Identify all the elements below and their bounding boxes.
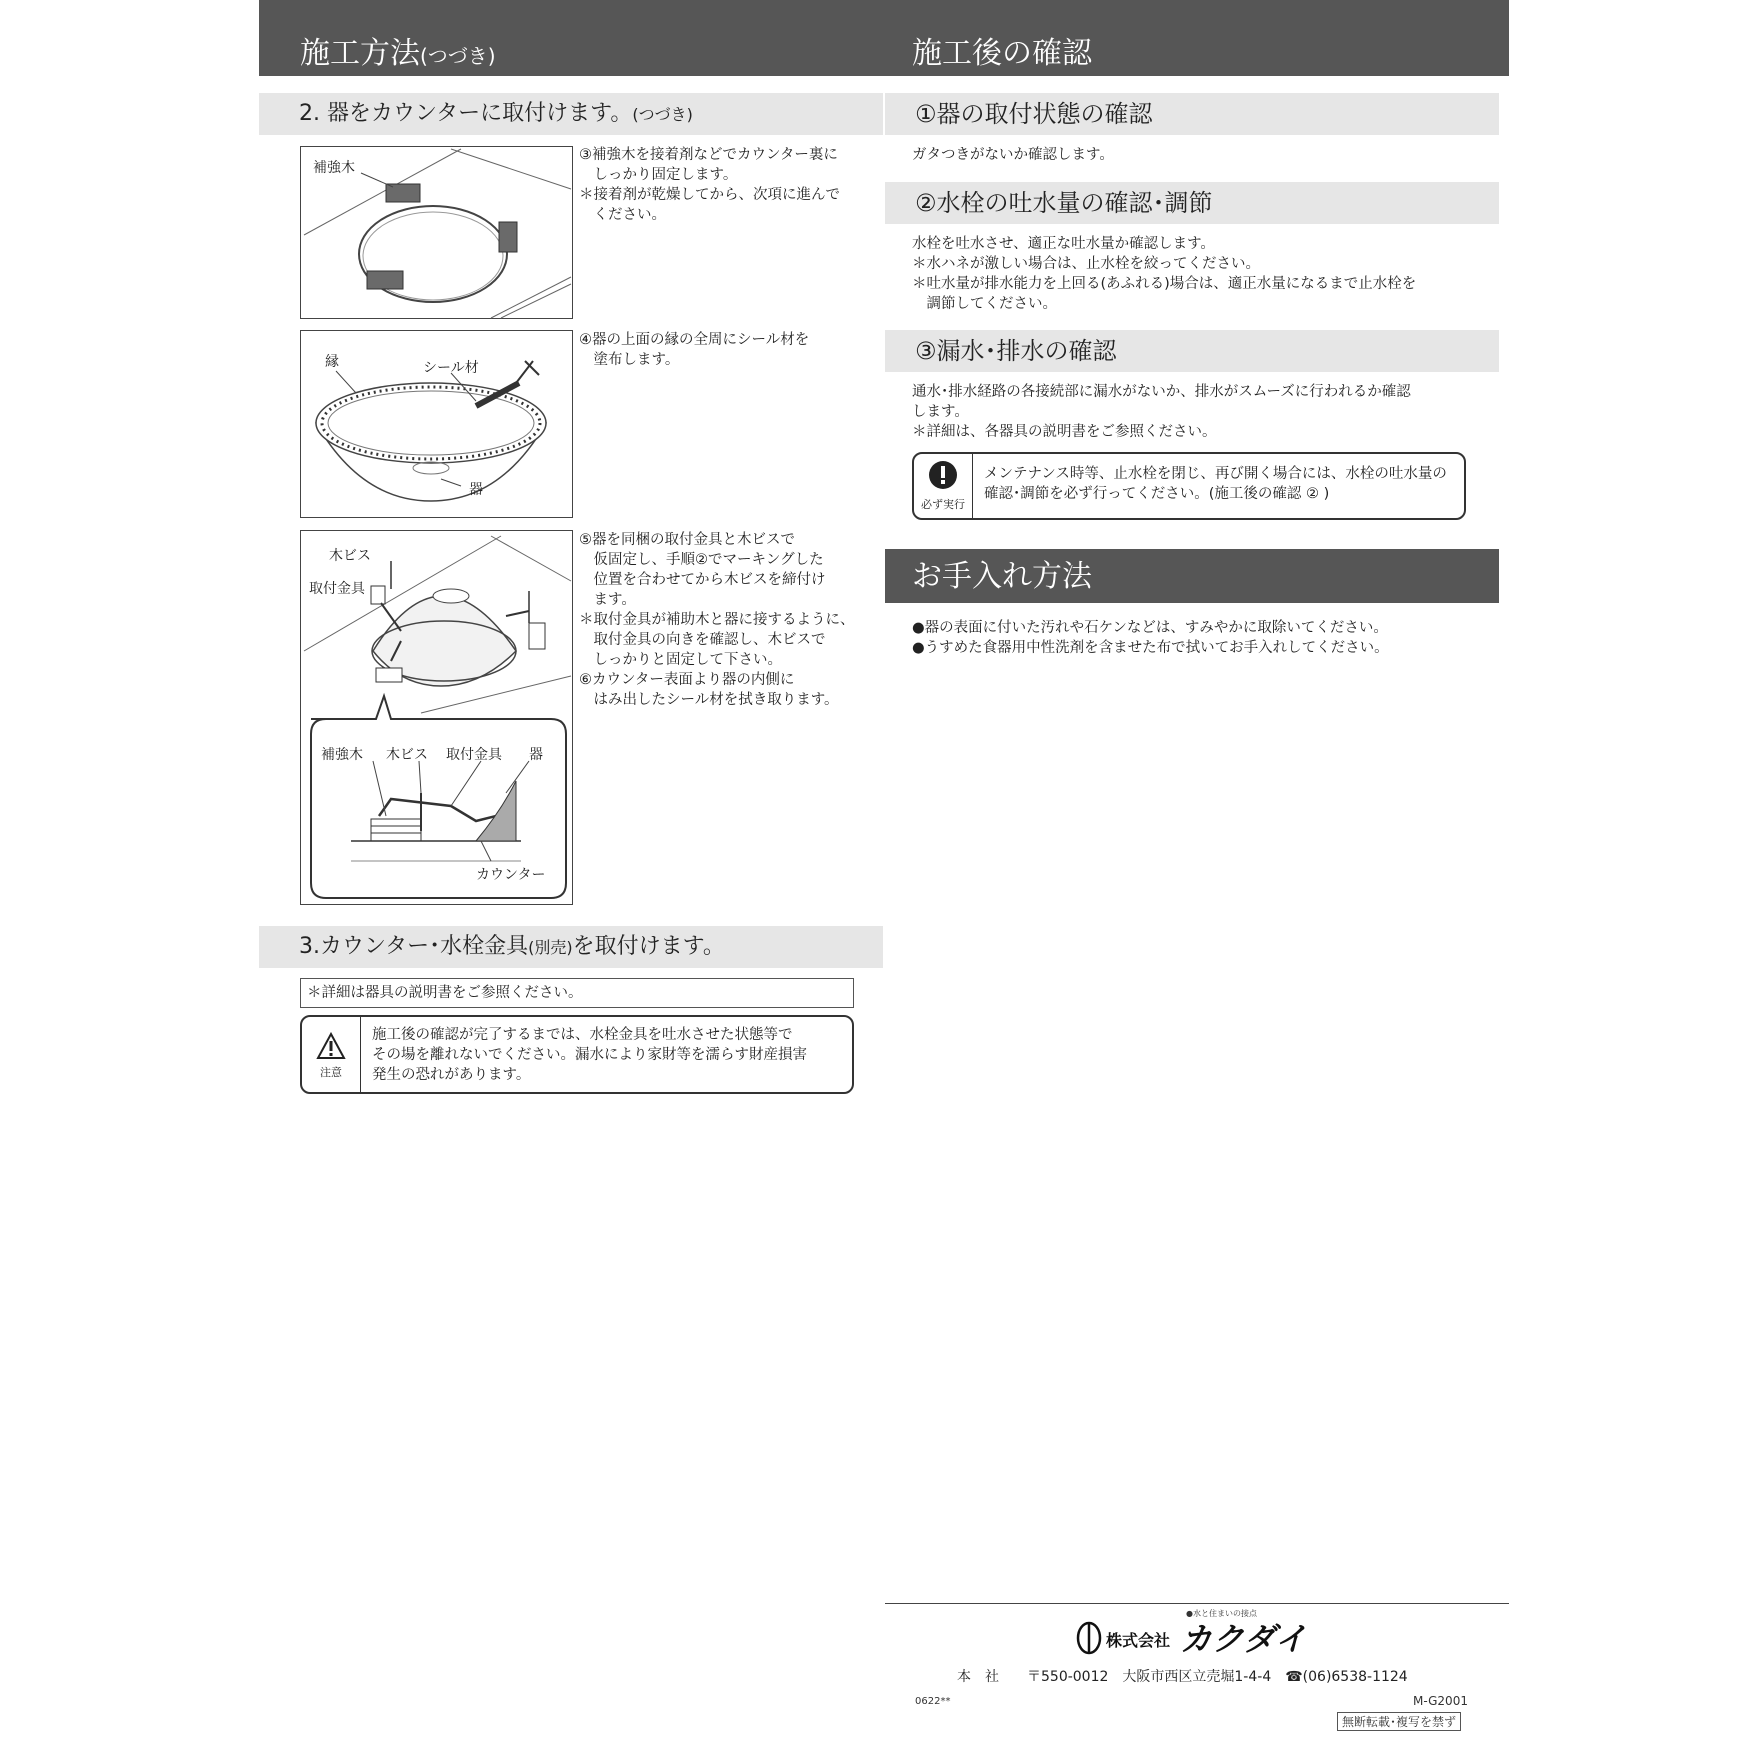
label-edge: 縁 <box>325 354 339 370</box>
detail-label-reinforcement: 補強木 <box>321 747 363 763</box>
detail-label-counter: カウンター <box>476 867 546 883</box>
exclamation-icon <box>928 460 958 490</box>
caution-icon <box>316 1032 346 1060</box>
caution-label: 注意 <box>320 1066 342 1079</box>
caution-text: 施工後の確認が完了するまでは、水栓金具を吐水させた状態等で その場を離れないでください。漏水により家財等を濡らす財産損害 発生の恐れがあります。 <box>372 1027 807 1083</box>
detail-label-bracket: 取付金具 <box>446 747 502 763</box>
mandatory-label: 必ず実行 <box>921 498 965 511</box>
label-bracket: 取付金具 <box>309 581 365 597</box>
section3-note: ＊詳細は器具の説明書をご参照ください。 <box>300 978 854 1008</box>
label-bowl: 器 <box>469 482 483 498</box>
check3-heading: ③漏水･排水の確認 <box>885 330 1499 372</box>
left-header-title: 施工方法(つづき) <box>300 36 496 71</box>
caution-box <box>300 1015 854 1094</box>
document-code: M-G2001 <box>1413 1694 1468 1708</box>
step3-text: ③補強木を接着剤などでカウンター裏に しっかり固定します。 ＊接着剤が乾燥してから、次項に進んで ください。 <box>579 147 840 223</box>
step4-text: ④器の上面の縁の全周にシール材を 塗布します。 <box>579 332 810 368</box>
check2-text: 水栓を吐水させ、適正な吐水量か確認します。 ＊水ハネが激しい場合は、止水栓を絞ってください。 ＊吐水量が排水能力を上回る(あふれる)場合は、適正水量になるまで止水栓を 調節してください。 <box>912 236 1417 312</box>
care-heading: お手入れ方法 <box>912 559 1092 594</box>
section3-heading: 3.カウンター･水栓金具(別売)を取付けます。 <box>259 926 883 968</box>
check3-text: 通水･排水経路の各接続部に漏水がないか、排水がスムーズに行われるか確認 します。 ＊詳細は、各器具の説明書をご参照ください。 <box>912 384 1411 440</box>
detail-label-bowl: 器 <box>529 747 543 763</box>
label-wood-screw: 木ビス <box>329 548 371 564</box>
care-text: ●器の表面に付いた汚れや石ケンなどは、すみやかに取除いてください。 ●うすめた食器用中性洗剤を含ませた布で拭いてお手入れしてください。 <box>912 620 1389 656</box>
copyright-notice: 無断転載･複写を禁ず <box>1337 1712 1461 1731</box>
company-logo-icon <box>1076 1620 1102 1656</box>
check2-heading: ②水栓の吐水量の確認･調節 <box>885 182 1499 224</box>
figure-reinforcement-wood <box>300 146 573 319</box>
caution-icon-cell <box>302 1017 361 1092</box>
label-reinforcement-wood: 補強木 <box>313 160 355 176</box>
detail-label-screw: 木ビス <box>386 747 428 763</box>
right-header-title: 施工後の確認 <box>912 36 1092 71</box>
mandatory-icon-cell <box>914 454 973 518</box>
step5-text: ⑤器を同梱の取付金具と木ビスで 仮固定し、手順②でマーキングした 位置を合わせてから木ビスを締付け ます。 ＊取付金具が補助木と器に接するように、 取付金具の向きを確認し、木ビスで しっかりと固定して下さい。 ⑥カウンター表面より器の内側に はみ出したシール材を拭き取ります。 <box>579 532 855 708</box>
figure-sealant <box>300 330 573 518</box>
mandatory-box <box>912 452 1466 520</box>
footer-left-code: 0622** <box>915 1696 951 1707</box>
company-prefix: 株式会社 <box>1106 1631 1171 1650</box>
mandatory-text: メンテナンス時等、止水栓を閉じ、再び開く場合には、水栓の吐水量の 確認･調節を必ず行ってください。(施工後の確認 ② ) <box>984 466 1447 502</box>
company-name: カクダイ <box>1180 1620 1307 1658</box>
section2-heading: 2. 器をカウンターに取付けます。(つづき) <box>259 93 883 135</box>
check1-text: ガタつきがないか確認します。 <box>912 147 1114 163</box>
footer-divider <box>885 1603 1509 1604</box>
company-address: 本 社 〒550-0012 大阪市西区立売堀1-4-4 ☎(06)6538-1124 <box>957 1669 1408 1685</box>
label-sealant: シール材 <box>423 360 479 376</box>
figure-bracket <box>300 530 573 905</box>
check1-heading: ①器の取付状態の確認 <box>885 93 1499 135</box>
footer-tagline: ●水と住まいの接点 <box>1186 1609 1257 1618</box>
